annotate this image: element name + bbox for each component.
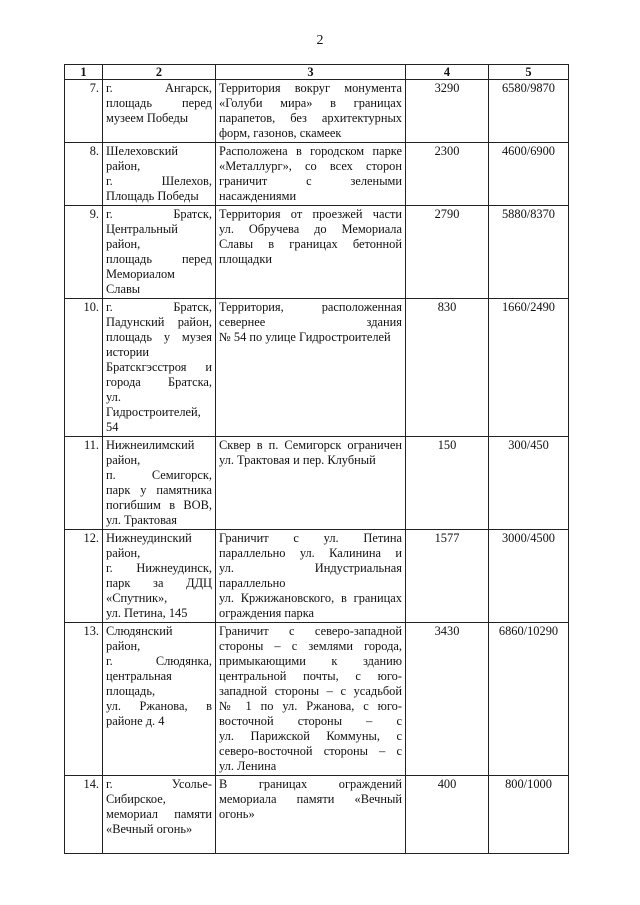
location-line: парк за ДДЦ [106, 576, 212, 590]
location-line: площадь перед [106, 96, 212, 110]
monuments-table [64, 64, 569, 854]
location-line: Мемориалом [106, 267, 175, 281]
table-row [65, 206, 569, 299]
description-line: севернее здания [219, 315, 402, 329]
description-line: граничит с зелеными [219, 174, 402, 188]
description-line: восточной стороны – с [219, 714, 402, 728]
table-body [65, 80, 569, 854]
row-number: 8. [65, 143, 103, 206]
capacity-cell: 800/1000 [489, 776, 569, 854]
description-line: параллельно ул. Калинина и [219, 546, 402, 560]
location-line: ул. [106, 390, 121, 404]
location-cell [103, 437, 216, 530]
row-number: 13. [65, 623, 103, 776]
description-line: «Голуби мира» в границах [219, 96, 402, 110]
location-line: погибшим в ВОВ, [106, 498, 212, 512]
description-line: ул. Трактовая и пер. Клубный [219, 453, 376, 467]
location-line: музеем Победы [106, 111, 189, 125]
location-line: район, [106, 639, 141, 653]
location-cell [103, 143, 216, 206]
table-row [65, 776, 569, 854]
header-col-2: 2 [103, 65, 216, 80]
description-line: В границах ограждений [219, 777, 402, 791]
location-line: Падунский район, [106, 315, 212, 329]
description-line: Граничит с северо-западной [219, 624, 402, 638]
description-cell [216, 80, 406, 143]
location-cell [103, 80, 216, 143]
description-line: ограждения парка [219, 606, 315, 620]
location-line: г. Слюдянка, [106, 654, 212, 668]
table-row [65, 143, 569, 206]
description-line: ул. Ленина [219, 759, 277, 773]
location-line: район, [106, 546, 141, 560]
location-cell [103, 299, 216, 437]
table-row [65, 437, 569, 530]
area-cell: 3290 [406, 80, 489, 143]
page-number: 2 [316, 33, 324, 48]
location-cell [103, 530, 216, 623]
description-line: мемориала памяти «Вечный [219, 792, 402, 806]
location-line: г. Братск, [106, 300, 212, 314]
capacity-cell: 1660/2490 [489, 299, 569, 437]
description-line: Территория, расположенная [219, 300, 402, 314]
description-line: Славы в границах бетонной [219, 237, 402, 251]
location-line: «Спутник», [106, 591, 168, 605]
row-number: 9. [65, 206, 103, 299]
location-line: п. Семигорск, [106, 468, 212, 482]
description-line: северо-восточной стороны – с [219, 744, 402, 758]
area-cell: 2790 [406, 206, 489, 299]
capacity-cell: 300/450 [489, 437, 569, 530]
location-line: г. Усолье- [106, 777, 212, 791]
table-row [65, 623, 569, 776]
header-col-3: 3 [216, 65, 406, 80]
description-line: стороны – с землями города, [219, 639, 402, 653]
description-line: ул. Кржижановского, в границах [219, 591, 402, 605]
location-line: города Братска, [106, 375, 212, 389]
description-line: Граничит с ул. Петина [219, 531, 402, 545]
location-line: Нижнеилимский [106, 438, 195, 452]
description-line: парапетов, без архитектурных [219, 111, 402, 125]
header-col-4: 4 [406, 65, 489, 80]
row-number: 11. [65, 437, 103, 530]
location-line: площадь у музея [106, 330, 212, 344]
description-line: «Металлург», со всех сторон [219, 159, 402, 173]
row-number: 7. [65, 80, 103, 143]
header-col-1: 1 [65, 65, 103, 80]
header-col-5: 5 [489, 65, 569, 80]
location-line: мемориал памяти [106, 807, 212, 821]
capacity-cell: 4600/6900 [489, 143, 569, 206]
row-number: 14. [65, 776, 103, 854]
location-line: ул. Петина, 145 [106, 606, 188, 620]
location-line: г. Шелехов, [106, 174, 212, 188]
description-cell [216, 143, 406, 206]
area-cell: 400 [406, 776, 489, 854]
location-cell [103, 776, 216, 854]
description-cell [216, 437, 406, 530]
location-line: ул. Трактовая [106, 513, 178, 527]
description-line: ул. Парижской Коммуны, с [219, 729, 402, 743]
location-line: Площадь Победы [106, 189, 199, 203]
row-number: 10. [65, 299, 103, 437]
area-cell: 1577 [406, 530, 489, 623]
description-line: Территория от проезжей части [219, 207, 402, 221]
location-line: ул. Ржанова, в [106, 699, 212, 713]
location-line: районе д. 4 [106, 714, 165, 728]
location-line: Сибирское, [106, 792, 166, 806]
description-line: № 1 по ул. Ржанова, с юго- [219, 699, 402, 713]
description-line: центральной почты, с юго- [219, 669, 402, 683]
location-line: «Вечный огонь» [106, 822, 193, 836]
location-line: Братскгэсстроя и [106, 360, 212, 374]
description-line: насаждениями [219, 189, 297, 203]
area-cell: 3430 [406, 623, 489, 776]
location-line: Гидростроителей, [106, 405, 201, 419]
description-line: примыкающими к зданию [219, 654, 402, 668]
location-line: г. Братск, [106, 207, 212, 221]
location-line: г. Ангарск, [106, 81, 212, 95]
location-line: г. Нижнеудинск, [106, 561, 212, 575]
location-line: площадь, [106, 684, 156, 698]
description-line: параллельно [219, 576, 286, 590]
location-line: истории [106, 345, 150, 359]
location-line: Слюдянский [106, 624, 173, 638]
area-cell: 150 [406, 437, 489, 530]
table-row [65, 80, 569, 143]
description-cell [216, 623, 406, 776]
area-cell: 2300 [406, 143, 489, 206]
location-cell [103, 623, 216, 776]
table-row [65, 530, 569, 623]
description-line: ул. Индустриальная [219, 561, 402, 575]
description-line: Сквер в п. Семигорск ограничен [219, 438, 402, 452]
description-cell [216, 776, 406, 854]
description-line: № 54 по улице Гидростроителей [219, 330, 391, 344]
location-line: Славы [106, 282, 141, 296]
row-number: 12. [65, 530, 103, 623]
description-line: Расположена в городском парке [219, 144, 402, 158]
location-line: Шелеховский [106, 144, 178, 158]
capacity-cell: 6860/10290 [489, 623, 569, 776]
location-line: центральная [106, 669, 172, 683]
description-line: огонь» [219, 807, 255, 821]
description-line: Территория вокруг монумента [219, 81, 402, 95]
table-header-row [65, 65, 569, 80]
description-line: форм, газонов, скамеек [219, 126, 342, 140]
capacity-cell: 6580/9870 [489, 80, 569, 143]
location-line: площадь перед [106, 252, 212, 266]
table-row [65, 299, 569, 437]
description-cell [216, 299, 406, 437]
capacity-cell: 5880/8370 [489, 206, 569, 299]
location-line: 54 [106, 420, 119, 434]
location-line: Центральный [106, 222, 178, 236]
location-line: район, [106, 453, 141, 467]
description-cell [216, 206, 406, 299]
capacity-cell: 3000/4500 [489, 530, 569, 623]
location-line: район, [106, 237, 141, 251]
description-line: ул. Обручева до Мемориала [219, 222, 402, 236]
area-cell: 830 [406, 299, 489, 437]
location-line: район, [106, 159, 141, 173]
location-line: парк у памятника [106, 483, 212, 497]
description-line: площадки [219, 252, 273, 266]
location-cell [103, 206, 216, 299]
description-cell [216, 530, 406, 623]
description-line: западной стороны – с усадьбой [219, 684, 402, 698]
location-line: Нижнеудинский [106, 531, 192, 545]
